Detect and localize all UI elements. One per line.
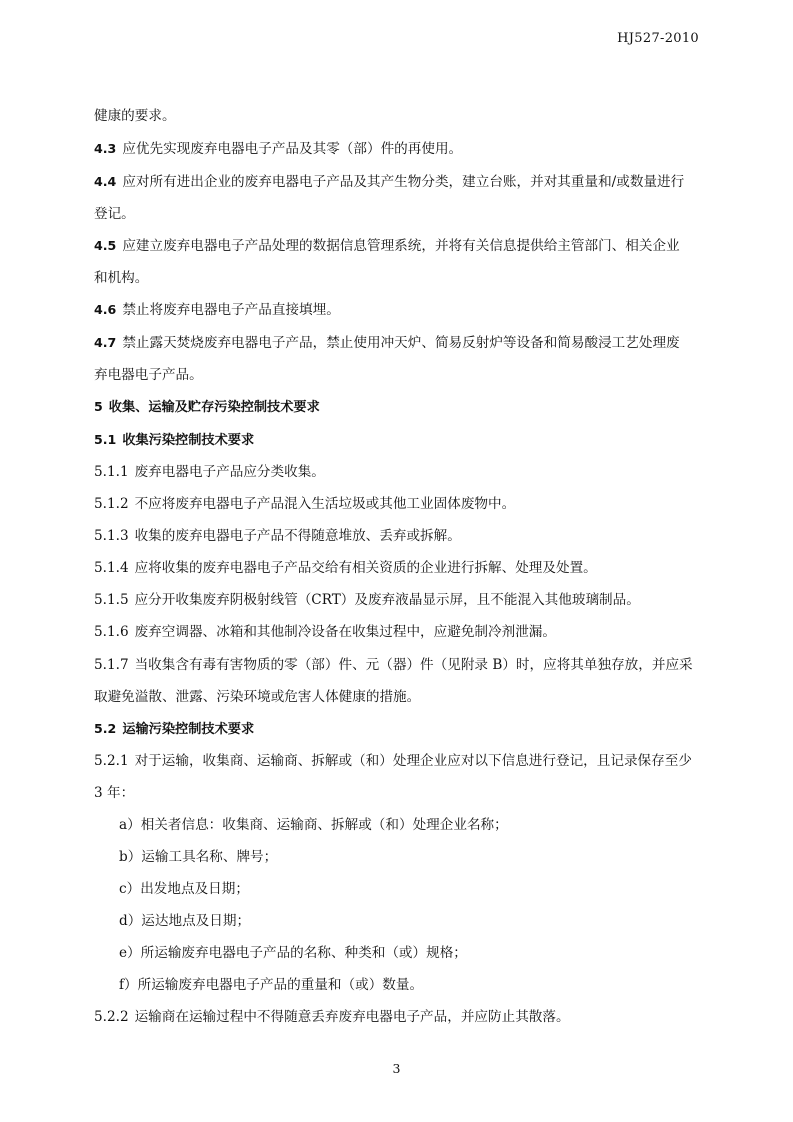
clause-number: 4.7 (94, 335, 117, 350)
clause-4-5: 4.5 应建立废弃电器电子产品处理的数据信息管理系统，并将有关信息提供给主管部门、相关企业 (94, 238, 680, 254)
clause-number: 5.1.2 (94, 496, 129, 512)
subsection-heading-5-1: 5.1 收集污染控制技术要求 (94, 432, 255, 448)
list-item-b: b）运输工具名称、牌号； (119, 849, 278, 865)
clause-number: 5.1.6 (94, 624, 129, 640)
clause-number: 4.4 (94, 174, 117, 189)
section-heading-5: 5 收集、运输及贮存污染控制技术要求 (94, 399, 320, 415)
paragraph-line: 健康的要求。 (94, 108, 176, 124)
clause-4-7: 4.7 禁止露天焚烧废弃电器电子产品，禁止使用冲天炉、简易反射炉等设备和简易酸浸工艺处理废 (94, 335, 680, 351)
clause-4-6: 4.6 禁止将废弃电器电子产品直接填埋。 (94, 302, 340, 318)
clause-5-2-1: 5.2.1 对于运输，收集商、运输商、拆解或（和）处理企业应对以下信息进行登记，且记录保存至少 (94, 753, 692, 769)
clause-5-1-2: 5.1.2 不应将废弃电器电子产品混入生活垃圾或其他工业固体废物中。 (94, 496, 516, 512)
paragraph-line: 和机构。 (94, 270, 149, 286)
clause-5-1-1: 5.1.1 废弃电器电子产品应分类收集。 (94, 464, 325, 480)
clause-number: 5.1.7 (94, 657, 129, 673)
list-item-e: e）所运输废弃电器电子产品的名称、种类和（或）规格； (119, 945, 467, 961)
list-item-a: a）相关者信息：收集商、运输商、拆解或（和）处理企业名称； (119, 817, 508, 833)
clause-number: 5.1.3 (94, 528, 129, 544)
paragraph-line: 弃电器电子产品。 (94, 367, 203, 383)
clause-number: 5.1.1 (94, 464, 129, 480)
clause-5-1-4: 5.1.4 应将收集的废弃电器电子产品交给有相关资质的企业进行拆解、处理及处置。 (94, 560, 597, 576)
page-number: 3 (392, 1061, 401, 1076)
list-item-d: d）运达地点及日期； (119, 913, 251, 929)
clause-5-1-5: 5.1.5 应分开收集废弃阴极射线管（CRT）及废弃液晶显示屏，且不能混入其他玻璃制品。 (94, 592, 640, 608)
clause-4-3: 4.3 应优先实现废弃电器电子产品及其零（部）件的再使用。 (94, 141, 463, 157)
clause-number: 4.6 (94, 302, 117, 317)
clause-number: 4.3 (94, 141, 117, 156)
clause-number: 4.5 (94, 238, 117, 253)
section-number: 5.1 (94, 432, 117, 447)
section-number: 5.2 (94, 721, 117, 736)
list-item-f: f）所运输废弃电器电子产品的重量和（或）数量。 (119, 977, 424, 993)
paragraph-line: 3 年： (94, 785, 135, 801)
clause-5-1-3: 5.1.3 收集的废弃电器电子产品不得随意堆放、丢弃或拆解。 (94, 528, 461, 544)
subsection-heading-5-2: 5.2 运输污染控制技术要求 (94, 721, 255, 737)
standard-code: HJ527-2010 (617, 31, 699, 46)
clause-4-4: 4.4 应对所有进出企业的废弃电器电子产品及其产生物分类，建立台账，并对其重量和/或数量进行 (94, 174, 685, 190)
clause-number: 5.1.5 (94, 592, 129, 608)
section-number: 5 (94, 399, 103, 414)
clause-number: 5.2.2 (94, 1009, 129, 1025)
clause-number: 5.1.4 (94, 560, 129, 576)
list-item-c: c）出发地点及日期； (119, 881, 249, 897)
clause-5-2-2: 5.2.2 运输商在运输过程中不得随意丢弃废弃电器电子产品，并应防止其散落。 (94, 1009, 570, 1025)
clause-number: 5.2.1 (94, 753, 129, 769)
paragraph-line: 登记。 (94, 206, 135, 222)
clause-5-1-7: 5.1.7 当收集含有毒有害物质的零（部）件、元（器）件（见附录 B）时，应将其单独存放，并应采 (94, 657, 693, 673)
paragraph-line: 取避免溢散、泄露、污染环境或危害人体健康的措施。 (94, 689, 421, 705)
clause-5-1-6: 5.1.6 废弃空调器、冰箱和其他制冷设备在收集过程中，应避免制冷剂泄漏。 (94, 624, 556, 640)
